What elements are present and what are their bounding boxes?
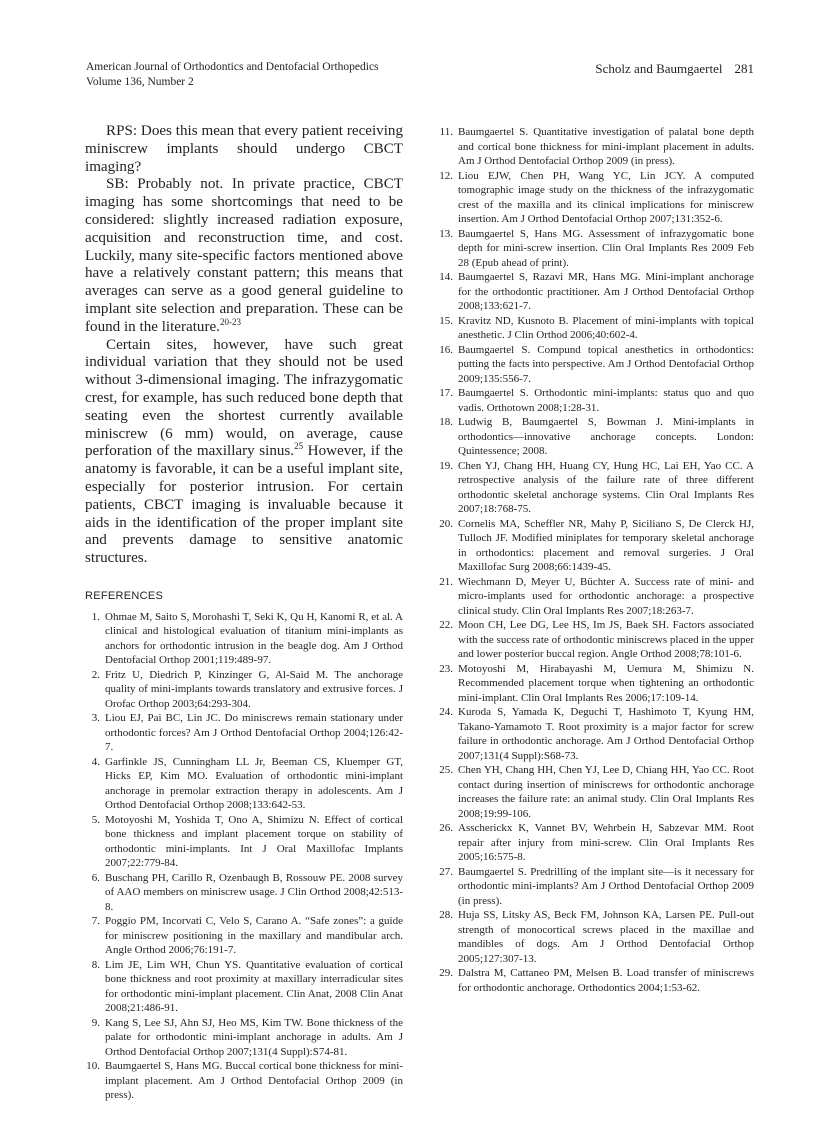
- reference-text: Lim JE, Lim WH, Chun YS. Quantitative evaluation of cortical bone thickness and root proximity at maxillary interradicular sites for orthodontic mini-implant placement. Clin Anat, 2008 Clin Anat 2008;21:486-91.: [105, 958, 403, 1015]
- body-paragraph: [85, 337, 403, 568]
- reference-number: 28.: [439, 909, 453, 921]
- reference-text: Chen YH, Chang HH, Chen YJ, Lee D, Chiang HH, Yao CC. Root contact during insertion of miniscrews for orthodontic anchorage increases the failure rate: an animal study. Clin Oral Implants Res 2008;19:99-106.: [458, 764, 754, 820]
- reference-item: [438, 386, 754, 415]
- reference-item: [438, 908, 754, 966]
- running-authors: Scholz and Baumgaertel: [595, 61, 723, 76]
- paragraph-text: RPS: Does this mean that every patient receiving miniscrew implants should undergo CBCT imaging?: [85, 123, 403, 175]
- journal-info: [86, 60, 379, 89]
- reference-list-left: [85, 610, 403, 1103]
- page-number: 281: [734, 61, 754, 76]
- reference-number: 8.: [91, 958, 100, 971]
- reference-item: [438, 662, 754, 706]
- reference-text: Liou EJW, Chen PH, Wang YC, Lin JCY. A computed tomographic image study on the thickness of the infrazygomatic crest of the maxilla and its clinical implications for miniscrew insertion. Am J Orthod Dentofacial Orthop 2007;131:352-6.: [458, 169, 754, 225]
- reference-text: Ludwig B, Baumgaertel S, Bowman J. Mini-implants in orthodontics—innovative anchorage concepts. London: Quintessence; 2008.: [458, 416, 754, 457]
- reference-number: 18.: [439, 416, 453, 428]
- reference-item: [438, 125, 754, 169]
- reference-item: [438, 517, 754, 575]
- reference-list-right: [438, 125, 754, 995]
- paragraph-text: However, if the anatomy is favorable, it can be a useful implant site, especially for posterior intrusion. For certain patients, CBCT imaging is invaluable because it aids in the identification of the proper implant site and prevents damage to sensitive anatomic structures.: [85, 443, 403, 567]
- reference-text: Asscherickx K, Vannet BV, Wehrbein H, Sabzevar MM. Root repair after injury from mini-screw. Clin Oral Implants Res 2005;16:575-8.: [458, 822, 754, 863]
- reference-number: 13.: [439, 227, 453, 240]
- reference-number: 4.: [91, 755, 100, 768]
- article-body: [85, 123, 403, 568]
- reference-item: [438, 227, 754, 271]
- reference-number: 27.: [439, 865, 453, 878]
- reference-number: 19.: [439, 459, 453, 472]
- reference-text: Chen YJ, Chang HH, Huang CY, Hung HC, Lai EH, Yao CC. A retrospective analysis of the failure rate of three different orthodontic skeletal anchorage systems. Clin Oral Implants Res 2007;18:768-75.: [458, 459, 754, 515]
- reference-number: 9.: [91, 1016, 100, 1029]
- reference-number: 20.: [439, 517, 453, 530]
- reference-text: Liou EJ, Pai BC, Lin JC. Do miniscrews remain stationary under orthodontic forces? Am J Orthod Dentofacial Orthop 2004;126:42-7.: [105, 712, 403, 754]
- reference-text: Baumgaertel S. Predrilling of the implant site—is it necessary for orthodontic mini-implants? Am J Orthod Dentofacial Orthop 2009 (in press).: [458, 865, 754, 907]
- reference-text: Baumgaertel S. Compund topical anesthetics in orthodontics: putting the facts into perspective. Am J Orthod Dentofacial Orthop 2009;135:556-7.: [458, 343, 754, 385]
- reference-number: 1.: [91, 610, 100, 623]
- reference-item: [438, 314, 754, 343]
- reference-number: 5.: [91, 813, 100, 826]
- reference-item: [85, 958, 403, 1016]
- reference-item: [85, 711, 403, 755]
- citation-superscript: 25: [294, 441, 304, 452]
- reference-number: 2.: [91, 668, 100, 681]
- reference-item: [438, 618, 754, 662]
- reference-text: Baumgaertel S. Orthodontic mini-implants: status quo and quo vadis. Orthotown 2008;1:28-31.: [458, 387, 754, 414]
- reference-text: Poggio PM, Incorvati C, Velo S, Carano A. “Safe zones”: a guide for miniscrew positioning in the maxillary and mandibular arch. Angle Orthod 2006;76:191-7.: [105, 915, 403, 957]
- reference-text: Kravitz ND, Kusnoto B. Placement of mini-implants with topical anesthetic. J Clin Orthod 2006;40:602-4.: [458, 314, 754, 341]
- reference-text: Baumgaertel S, Hans MG. Assessment of infrazygomatic bone depth for mini-screw insertion. Clin Oral Implants Res 2009 Feb 28 (Epub ahead of print).: [458, 227, 754, 269]
- reference-number: 26.: [439, 822, 453, 834]
- reference-number: 15.: [439, 314, 453, 327]
- reference-text: Motoyoshi M, Yoshida T, Ono A, Shimizu N. Effect of cortical bone thickness and implant placement torque on stability of orthodontic mini-implants. Int J Oral Maxillofac Implants 2007;22:779-84.: [105, 813, 403, 870]
- right-column: [438, 125, 754, 995]
- journal-title: American Journal of Orthodontics and Dentofacial Orthopedics: [86, 61, 379, 73]
- reference-text: Buschang PH, Carillo R, Ozenbaugh B, Rossouw PE. 2008 survey of AAO members on miniscrew usage. J Clin Orthod 2008;42:513-8.: [105, 871, 403, 913]
- reference-text: Cornelis MA, Scheffler NR, Mahy P, Siciliano S, De Clerck HJ, Tulloch JF. Modified miniplates for temporary skeletal anchorage in orthodontics: placement and removal surgeries. J Oral Maxillofac Surg 2008;66:1439-45.: [458, 517, 754, 573]
- reference-text: Moon CH, Lee DG, Lee HS, Im JS, Baek SH. Factors associated with the success rate of orthodontic miniscrews placed in the upper and lower posterior buccal region. Angle Orthod 2008;78:101-6.: [458, 619, 754, 660]
- reference-number: 14.: [439, 271, 453, 283]
- reference-text: Motoyoshi M, Hirabayashi M, Uemura M, Shimizu N. Recommended placement torque when tightening an orthodontic mini-implant. Clin Oral Implants Res 2006;17:109-14.: [458, 662, 754, 704]
- reference-number: 6.: [91, 871, 100, 884]
- body-paragraph: [85, 176, 403, 336]
- author-page-info: [595, 60, 754, 78]
- reference-item: [85, 1059, 403, 1103]
- reference-number: 24.: [439, 706, 453, 718]
- reference-number: 23.: [439, 662, 453, 675]
- reference-item: [85, 610, 403, 668]
- reference-number: 3.: [91, 712, 100, 725]
- reference-item: [85, 1016, 403, 1060]
- reference-item: [438, 415, 754, 459]
- reference-number: 22.: [439, 619, 453, 631]
- reference-text: Dalstra M, Cattaneo PM, Melsen B. Load transfer of miniscrews for orthodontic anchorage. Orthodontics 2004;1:53-62.: [458, 967, 754, 994]
- citation-superscript: 20-23: [219, 316, 241, 327]
- reference-item: [438, 865, 754, 909]
- reference-number: 12.: [439, 169, 453, 182]
- reference-text: Kuroda S, Yamada K, Deguchi T, Hashimoto T, Kyung HM, Takano-Yamamoto T. Root proximity is a major factor for screw failure in orthodontic anchorage. Am J Orthod Dentofacial Orthop 2007;131(4 Suppl):S68-73.: [458, 706, 754, 762]
- reference-text: Baumgaertel S, Razavi MR, Hans MG. Mini-implant anchorage for the orthodontic practitioner. Am J Orthod Dentofacial Orthop 2008;133:621-7.: [458, 271, 754, 312]
- reference-item: [438, 821, 754, 865]
- paragraph-text: Certain sites, however, have such great individual variation that they should not be used without 3-dimensional imaging. The infrazygomatic crest, for example, has such reduced bone depth that seating even the shortest currently available miniscrew (6 mm) would, on average, cause perforation of the maxillary sinus.: [85, 336, 403, 460]
- reference-item: [85, 668, 403, 712]
- reference-number: 25.: [439, 764, 453, 776]
- reference-item: [85, 871, 403, 915]
- reference-item: [438, 575, 754, 619]
- reference-item: [85, 914, 403, 958]
- body-paragraph: [85, 123, 403, 176]
- journal-volume: Volume 136, Number 2: [86, 75, 194, 88]
- reference-item: [438, 763, 754, 821]
- references-heading: REFERENCES: [85, 589, 164, 602]
- reference-text: Kang S, Lee SJ, Ahn SJ, Heo MS, Kim TW. Bone thickness of the palate for orthodontic mini-implant anchorage in adults. Am J Orthod Dentofacial Orthop 2007;131(4 Suppl):S74-81.: [105, 1016, 403, 1058]
- left-column: [85, 123, 403, 1103]
- reference-text: Fritz U, Diedrich P, Kinzinger G, Al-Said M. The anchorage quality of mini-implants towards translatory and extrusive forces. J Orofac Orthop 2003;64:293-304.: [105, 668, 403, 710]
- reference-item: [438, 270, 754, 314]
- reference-item: [85, 755, 403, 813]
- reference-item: [438, 705, 754, 763]
- reference-text: Huja SS, Litsky AS, Beck FM, Johnson KA, Larsen PE. Pull-out strength of monocortical screws placed in the maxillae and mandibles of dogs. Am J Orthod Dentofacial Orthop 2005;127:307-13.: [458, 909, 754, 965]
- reference-number: 21.: [439, 575, 453, 588]
- reference-text: Ohmae M, Saito S, Morohashi T, Seki K, Qu H, Kanomi R, et al. A clinical and histological evaluation of titanium mini-implants as anchors for orthodontic intrusion in the beagle dog. Am J Orthod Dentofacial Orthop 2001;119:489-97.: [105, 610, 403, 667]
- reference-number: 11.: [439, 126, 453, 138]
- reference-text: Baumgaertel S. Quantitative investigation of palatal bone depth and cortical bone thickness for mini-implant placement in adults. Am J Orthod Dentofacial Orthop 2009 (in press).: [458, 126, 754, 167]
- reference-number: 16.: [439, 343, 453, 356]
- reference-item: [85, 813, 403, 871]
- reference-number: 29.: [439, 967, 453, 979]
- reference-text: Baumgaertel S, Hans MG. Buccal cortical bone thickness for mini-implant placement. Am J Orthod Dentofacial Orthop 2009 (in press).: [105, 1060, 403, 1102]
- reference-number: 7.: [91, 915, 100, 928]
- reference-number: 10.: [86, 1060, 100, 1073]
- reference-text: Garfinkle JS, Cunningham LL Jr, Beeman CS, Kluemper GT, Hicks EP, Kim MO. Evaluation of orthodontic mini-implant anchorage in premolar extraction therapy in adolescents. Am J Orthod Dentofacial Orthop 2008;133:642-53.: [105, 755, 403, 812]
- paragraph-text: SB: Probably not. In private practice, CBCT imaging has some shortcomings that need to be considered: slightly increased radiation exposure, acquisition and reconstruction time, and cost. Luckily, many site-specific factors mentioned above have a relatively constant pattern; this means that averages can serve as a good general guideline to implant site selection and preparation. These can be found in the literature.: [85, 176, 403, 335]
- reference-text: Wiechmann D, Meyer U, Büchter A. Success rate of mini- and micro-implants used for orthodontic anchorage: a prospective clinical study. Clin Oral Implants Res 2007;18:263-7.: [458, 575, 754, 617]
- reference-item: [438, 459, 754, 517]
- reference-number: 17.: [439, 387, 453, 399]
- reference-item: [438, 343, 754, 387]
- reference-item: [438, 169, 754, 227]
- reference-item: [438, 966, 754, 995]
